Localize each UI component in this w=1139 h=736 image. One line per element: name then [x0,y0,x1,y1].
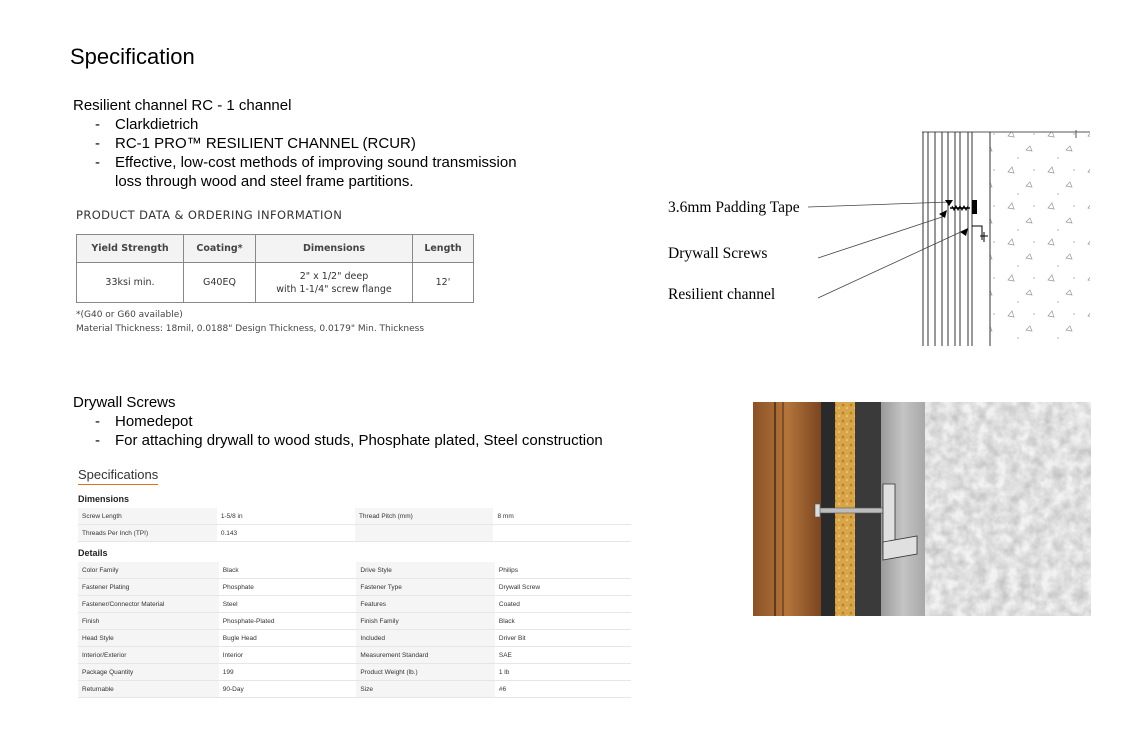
table-header: Yield Strength [77,235,184,263]
wall-assembly-render [753,402,1091,616]
spec-key: Measurement Standard [356,647,494,664]
rc-bullet: - Effective, low-cost methods of improving sound transmission loss through wood and steel frame partitions. [73,153,523,191]
spec-value [493,525,631,542]
table-header: Coating* [184,235,256,263]
dimension-line: with 1-1/4" screw flange [276,283,392,295]
table-row [78,579,631,596]
screws-bullet-list [73,412,633,450]
spec-key: Fastener/Connector Material [78,596,219,613]
section-detail-drawing [800,128,1095,350]
table-row [78,508,631,525]
table-cell: G40EQ [184,263,256,303]
spec-key: Size [356,681,494,698]
spec-value: 90-Day [219,681,357,698]
spec-value: Coated [495,596,631,613]
dimension-line: 2" x 1/2" deep [299,270,369,282]
channel-symbol [972,226,988,242]
page-title: Specification [70,44,195,69]
dimensions-heading: Dimensions [78,494,130,504]
wood-stud [753,402,821,616]
spec-value: Philips [495,562,631,579]
screw-symbol [950,200,977,214]
spec-key: Returnable [78,681,219,698]
spec-key: Finish [78,613,219,630]
rc-bullet: - RC-1 PRO™ RESILIENT CHANNEL (RCUR) [73,134,523,153]
spec-value: Interior [219,647,357,664]
spec-key: Features [356,596,494,613]
table-row [78,681,631,698]
spec-value: #6 [495,681,631,698]
table-header: Dimensions [256,235,413,263]
spec-value: 8 mm [493,508,631,525]
drywall-screws-label: Drywall Screws [668,245,768,262]
table-row [78,664,631,681]
spec-value: Steel [219,596,357,613]
spec-value: 199 [219,664,357,681]
padding-tape-label: 3.6mm Padding Tape [668,199,800,216]
table-header: Length [413,235,474,263]
table-row [78,525,631,542]
spec-key: Color Family [78,562,219,579]
table-row [78,630,631,647]
spec-value: Phosphate [219,579,357,596]
dimensions-table [78,508,631,542]
table-cell: 33ksi min. [77,263,184,303]
table-row [78,613,631,630]
table-row [78,562,631,579]
spec-value: Black [219,562,357,579]
table-cell [256,263,413,303]
concrete-texture [925,402,1091,616]
spec-key: Product Weight (lb.) [356,664,494,681]
spec-value: 0.143 [217,525,355,542]
resilient-channel-label: Resilient channel [668,286,776,303]
spec-value: Driver Bit [495,630,631,647]
table-cell: 12' [413,263,474,303]
arrowhead [945,200,953,206]
details-heading: Details [78,548,108,558]
rc-heading: Resilient channel RC - 1 channel [73,97,292,114]
spec-key: Head Style [78,630,219,647]
screws-bullet: - For attaching drywall to wood studs, Phosphate plated, Steel construction [73,431,633,450]
spec-key: Thread Pitch (mm) [355,508,494,525]
spec-value: Drywall Screw [495,579,631,596]
rc-bullet: - Clarkdietrich [73,115,523,134]
screws-heading: Drywall Screws [73,394,176,411]
spec-key: Fastener Plating [78,579,219,596]
details-table [78,562,631,698]
arrowhead [960,228,968,236]
leader-lines [808,202,965,298]
spec-key: Finish Family [356,613,494,630]
wall-layers [923,132,990,346]
spec-key: Fastener Type [356,579,494,596]
table-row [78,596,631,613]
screws-bullet: - Homedepot [73,412,633,431]
spec-key: Threads Per Inch (TPI) [78,525,217,542]
spec-value: Phosphate-Plated [219,613,357,630]
specifications-title: Specifications [78,467,158,485]
spec-value: SAE [495,647,631,664]
spec-value: 1 lb [495,664,631,681]
product-data-heading: PRODUCT DATA & ORDERING INFORMATION [76,208,343,222]
spec-key: Screw Length [78,508,217,525]
rc-bullet-list [73,115,523,191]
thickness-note: Material Thickness: 18mil, 0.0188" Design Thickness, 0.0179" Min. Thickness [76,324,425,334]
spec-value: 1-5/8 in [217,508,355,525]
spec-key: Drive Style [356,562,494,579]
product-data-table [76,234,474,303]
spec-key: Package Quantity [78,664,219,681]
concrete-hatch [990,132,1090,346]
spec-key: Included [356,630,494,647]
spec-value: Bugle Head [219,630,357,647]
table-row [78,647,631,664]
spec-key: Interior/Exterior [78,647,219,664]
spec-key [355,525,494,542]
spec-value: Black [495,613,631,630]
coating-note: *(G40 or G60 available) [76,310,183,320]
